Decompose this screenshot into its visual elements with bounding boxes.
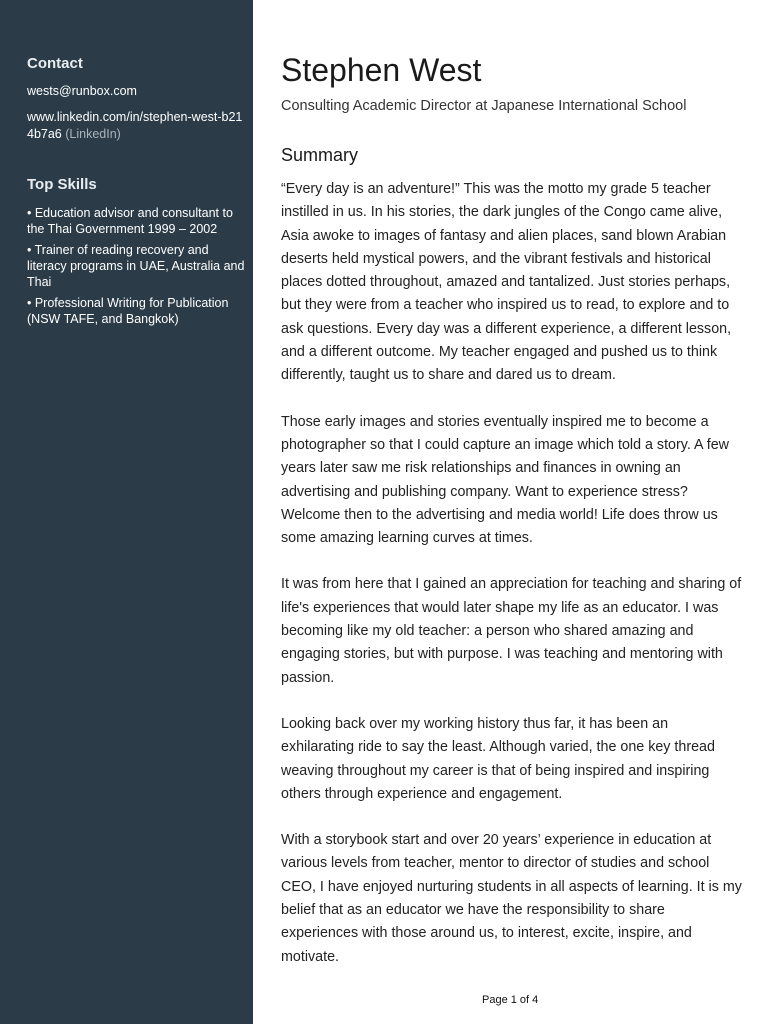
linkedin-label: (LinkedIn) (65, 127, 121, 141)
skill-item: • Education advisor and consultant to the Thai Government 1999 – 2002 (27, 206, 233, 236)
top-skills-section (27, 176, 247, 332)
summary-paragraph: It was from here that I gained an appreciation for teaching and sharing of life's experiences that would later shape my life as an educator. I was becoming like my old teacher: a person who shared amazing and engaging stories, but with purpose. I was teaching and mentoring with passion. (281, 576, 742, 686)
summary-paragraph: “Every day is an adventure!” This was the motto my grade 5 teacher instilled in us. In his stories, the dark jungles of the Congo came alive, Asia awoke to images of fantasy and alien places, sand blown Arabian deserts held mystical powers, and the vibrant festivals and historical places dotted throughout, amazed and tantalized. Just stories perhaps, but they were from a teacher who inspired us to read, to explore and to ask questions. Every day was a different experience, a different lesson, and a different outcome. My teacher engaged and pushed us to think differently, taught us to share and dared us to dream. (281, 181, 732, 384)
skills-list (27, 205, 247, 327)
profile-name: Stephen West (281, 52, 482, 88)
summary-paragraph: With a storybook start and over 20 years’ experience in education at various levels from teacher, mentor to director of studies and school CEO, I have enjoyed nurturing students in all aspects of learning. It is my belief that as an educator we have the responsibility to share experiences with those around us, to interest, excite, inspire, and motivate. (281, 832, 742, 965)
sidebar (0, 0, 253, 1024)
linkedin-url[interactable]: www.linkedin.com/in/stephen-west-b214b7a6 (27, 110, 243, 141)
linkedin-link[interactable] (27, 109, 247, 143)
summary-body (281, 178, 743, 992)
contact-section (27, 55, 247, 143)
top-skills-heading: Top Skills (27, 176, 97, 193)
profile-headline: Consulting Academic Director at Japanese International School (281, 98, 687, 114)
summary-paragraph: Those early images and stories eventually inspired me to become a photographer so that I could capture an image which told a story. A few years later saw me risk relationships and finances in owning an advertising and publishing company. Want to experience stress? Welcome then to the advertising and media world! Life does throw us some amazing learning curves at times. (281, 413, 729, 547)
page-number: Page 1 of 4 (482, 994, 539, 1006)
skill-item: • Professional Writing for Publication (NSW TAFE, and Bangkok) (27, 296, 229, 326)
contact-heading: Contact (27, 55, 83, 72)
summary-paragraph: Looking back over my working history thus far, it has been an exhilarating ride to say the least. Although varied, the one key thread weaving throughout my career is that of being inspired and inspiring others through experience and engagement. (281, 715, 715, 802)
summary-heading: Summary (281, 145, 359, 165)
skill-item: • Trainer of reading recovery and literacy programs in UAE, Australia and Thai (27, 243, 245, 289)
email-link[interactable]: wests@runbox.com (27, 84, 137, 98)
